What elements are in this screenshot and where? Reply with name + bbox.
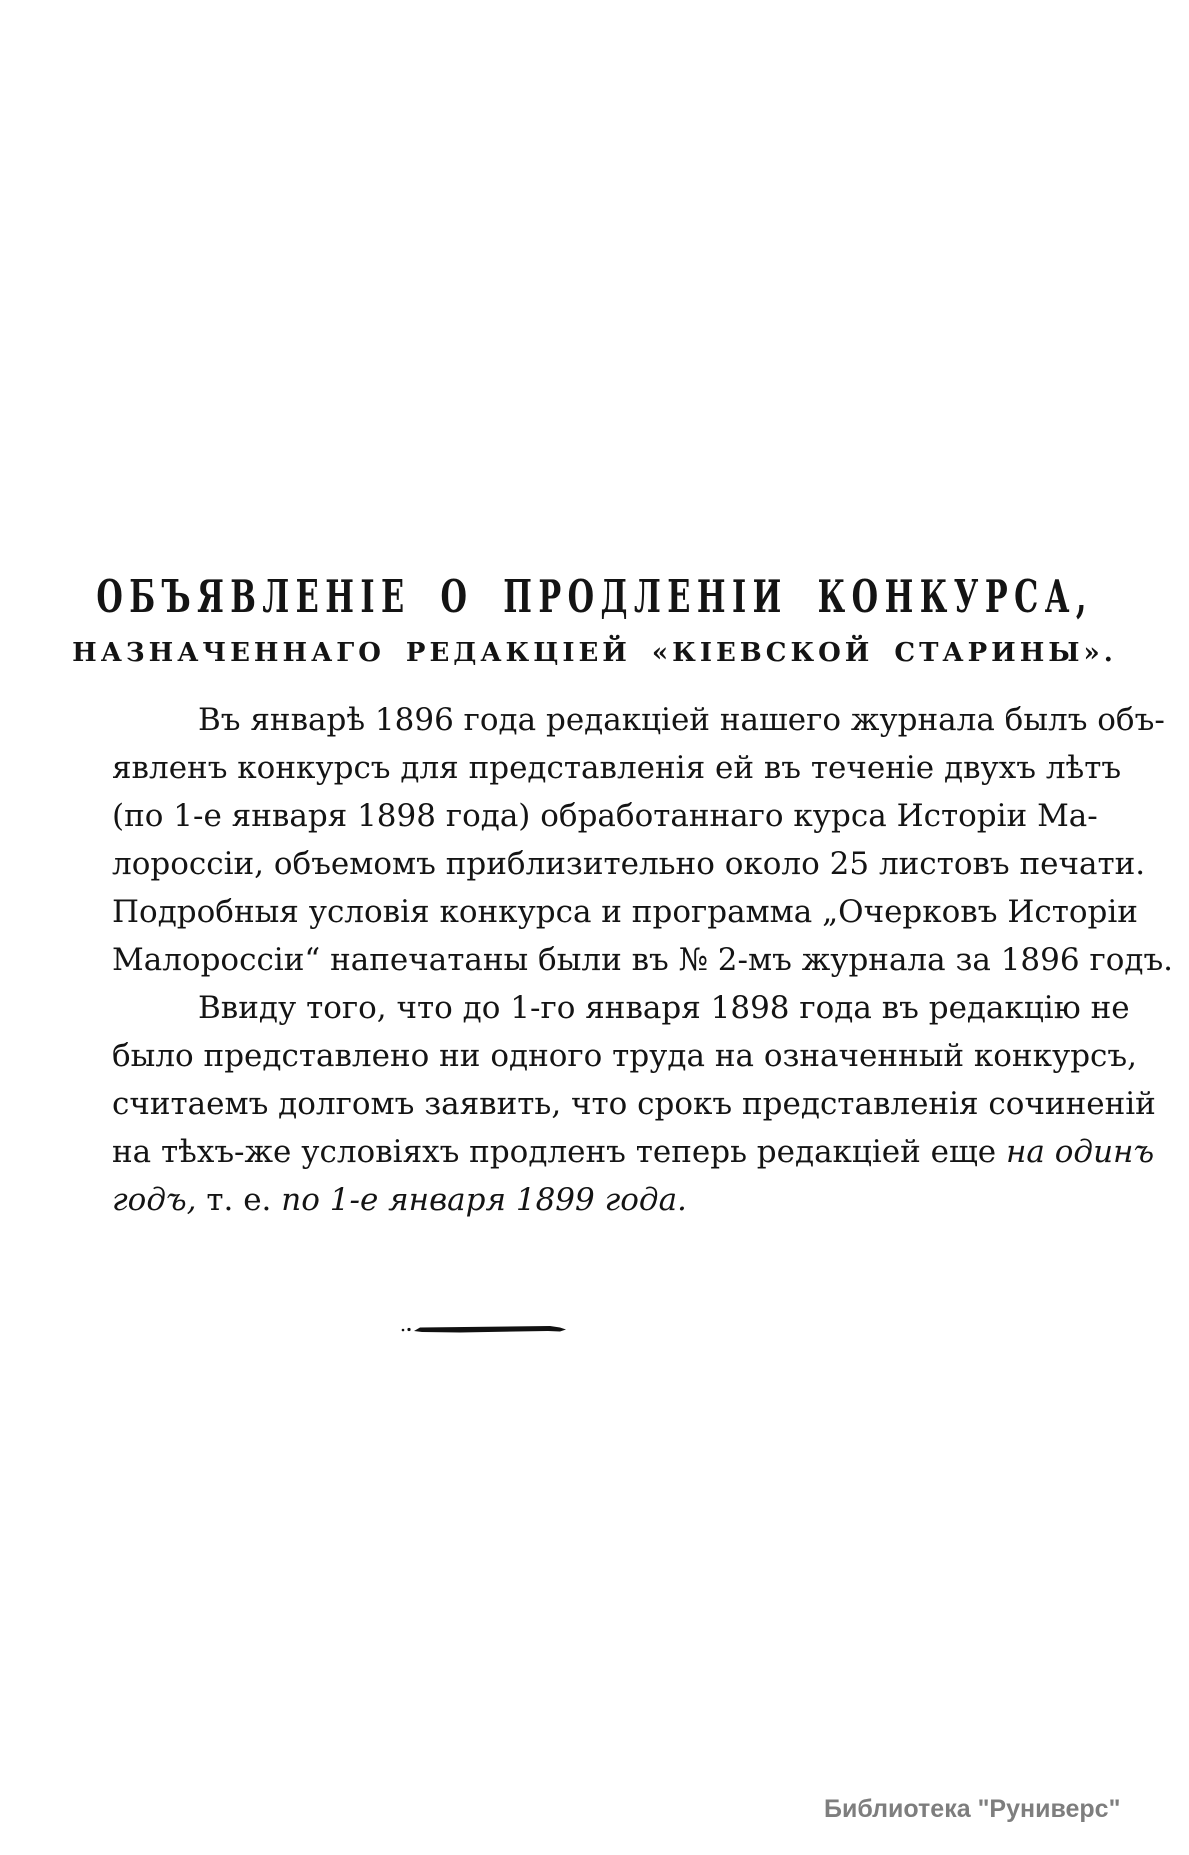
text-line xyxy=(112,1176,1010,1224)
text-line: (по 1-е января 1898 года) обработаннаго курса Исторіи Ма- xyxy=(112,798,1098,834)
text-segment-italic: на одинъ xyxy=(1006,1134,1155,1170)
text-line: было представлено ни одного труда на означенный конкурсъ, xyxy=(112,1038,1137,1074)
section-divider-rule xyxy=(400,1318,570,1342)
page-subtitle: НАЗНАЧЕННАГО РЕДАКЦІЕЙ «КІЕВСКОЙ СТАРИНЫ». xyxy=(72,638,1117,668)
paragraph-2 xyxy=(112,984,1156,1224)
text-line: Малороссіи“ напечатаны были въ № 2-мъ журнала за 1896 годъ. xyxy=(112,942,1174,978)
text-line xyxy=(112,1128,1155,1176)
body-text xyxy=(112,696,1174,1224)
text-segment: на тѣхъ-же условіяхъ продленъ теперь редакціей еще xyxy=(112,1134,1007,1170)
page-title-text: ОБЪЯВЛЕНІЕ О ПРОДЛЕНІИ КОНКУРСА, xyxy=(96,570,1093,623)
text-line: лороссіи, объемомъ приблизительно около 25 листовъ печати. xyxy=(112,846,1146,882)
page-title xyxy=(0,570,1189,623)
text-segment-italic: годъ, xyxy=(112,1182,197,1218)
text-line: Подробныя условія конкурса и программа „Очерковъ Исторіи xyxy=(112,894,1138,930)
text-line: Въ январѣ 1896 года редакціей нашего журнала былъ объ- xyxy=(198,702,1165,738)
paragraph-1 xyxy=(112,696,1174,984)
text-line: Ввиду того, что до 1-го января 1898 года въ редакцію не xyxy=(198,990,1130,1026)
library-watermark: Библиотека "Руниверс" xyxy=(824,1795,1121,1823)
text-segment-italic: по 1-е января 1899 года. xyxy=(281,1182,687,1218)
text-line: считаемъ долгомъ заявить, что срокъ представленія сочиненій xyxy=(112,1086,1156,1122)
text-segment: т. е. xyxy=(196,1182,282,1218)
text-line: явленъ конкурсъ для представленія ей въ теченіе двухъ лѣтъ xyxy=(112,750,1122,786)
